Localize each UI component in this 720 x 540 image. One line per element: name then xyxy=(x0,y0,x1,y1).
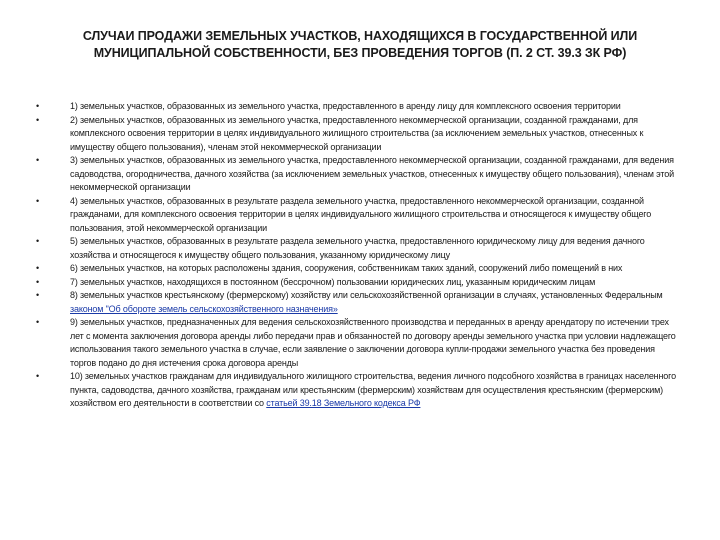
item-text: 4) земельных участков, образованных в результате раздела земельного участка, предоставленного некоммерческой организации, созданной гражданами, для комплексного освоения территории в целях индивидуального жилищного строительства и относящегося к имуществу общего пользования, этой некоммерческой организации xyxy=(70,195,652,233)
list-item xyxy=(36,114,676,155)
bullet-icon: • xyxy=(36,317,40,327)
item-text: 6) земельных участков, на которых расположены здания, сооружения, собственникам таких зданий, сооружений либо помещений в них xyxy=(70,263,623,273)
list-item xyxy=(36,276,676,290)
list-item xyxy=(36,316,676,370)
item-text: 8) земельных участков крестьянскому (фермерскому) хозяйству или сельскохозяйственной организации в случаях, установленных Федеральным xyxy=(70,290,663,300)
item-text: 9) земельных участков, предназначенных для ведения сельскохозяйственного производства и переданных в аренду арендатору по истечении трех лет с момента заключения договора аренды либо передачи прав и обязанностей по договору аренды земельного участка при условии надлежащего использования такого земельного участка в случае, если заявление о заключении договора купли-продажи земельного участка без проведения торгов подано до дня истечения срока договора аренды xyxy=(70,317,676,368)
item-text: 2) земельных участков, образованных из земельного участка, предоставленного некоммерческой организации, созданной гражданами, для комплексного освоения территории в целях индивидуального жилищного строительства (за исключением земельных участков, отнесенных к имуществу общего пользования), членам этой некоммерческой организации xyxy=(70,114,644,152)
list-item xyxy=(36,100,676,114)
bullet-icon: • xyxy=(36,155,40,165)
bullet-icon: • xyxy=(36,290,40,300)
item-text: 1) земельных участков, образованных из земельного участка, предоставленного в аренду лицу для комплексного освоения территории xyxy=(70,101,621,111)
law-link[interactable]: законом "Об обороте земель сельскохозяйственного назначения» xyxy=(70,303,338,314)
list-item xyxy=(36,235,676,262)
code-article-link[interactable]: статьей 39.18 Земельного кодекса РФ xyxy=(266,398,421,408)
list-item xyxy=(36,370,676,411)
bullet-icon: • xyxy=(36,276,40,287)
list-item xyxy=(36,262,676,276)
case-list xyxy=(36,100,676,411)
bullet-icon: • xyxy=(36,101,40,111)
item-text: 7) земельных участков, находящихся в постоянном (бессрочном) пользовании юридических лиц, указанным юридическим лицам xyxy=(70,276,596,287)
list-item xyxy=(36,195,676,236)
item-text: 5) земельных участков, образованных в результате раздела земельного участка, предоставленного юридическому лицу для ведения дачного хозяйства и относящегося к имуществу общего пользования, указанному юридическому лицу xyxy=(70,236,645,260)
bullet-icon: • xyxy=(36,263,40,273)
item-text: 10) земельных участков гражданам для индивидуального жилищного строительства, ведения личного подсобного хозяйства в границах населенного пункта, садоводства, дачного хозяйства, гражданам или крестьянским (фермерским) хозяйствам для осуществления крестьянским (фермерским) хозяйством его деятельности в соответствии со xyxy=(70,371,676,408)
bullet-icon: • xyxy=(36,114,40,125)
list-item xyxy=(36,289,676,316)
bullet-icon: • xyxy=(36,195,40,206)
slide-title: СЛУЧАИ ПРОДАЖИ ЗЕМЕЛЬНЫХ УЧАСТКОВ, НАХОДЯЩИХСЯ В ГОСУДАРСТВЕННОЙ ИЛИ МУНИЦИПАЛЬНОЙ СОБСТВЕННОСТИ, БЕЗ ПРОВЕДЕНИЯ ТОРГОВ (П. 2 СТ. 39.3 ЗК РФ) xyxy=(82,29,638,60)
bullet-icon: • xyxy=(36,236,40,246)
bullet-icon: • xyxy=(36,371,40,381)
list-item xyxy=(36,154,676,195)
item-text: 3) земельных участков, образованных из земельного участка, предоставленного некоммерческой организации, созданной гражданами, для ведения садоводства, огородничества, дачного хозяйства (за исключением земельных участков, отнесенных к имуществу общего пользования), членам этой некоммерческой организации xyxy=(70,155,674,192)
